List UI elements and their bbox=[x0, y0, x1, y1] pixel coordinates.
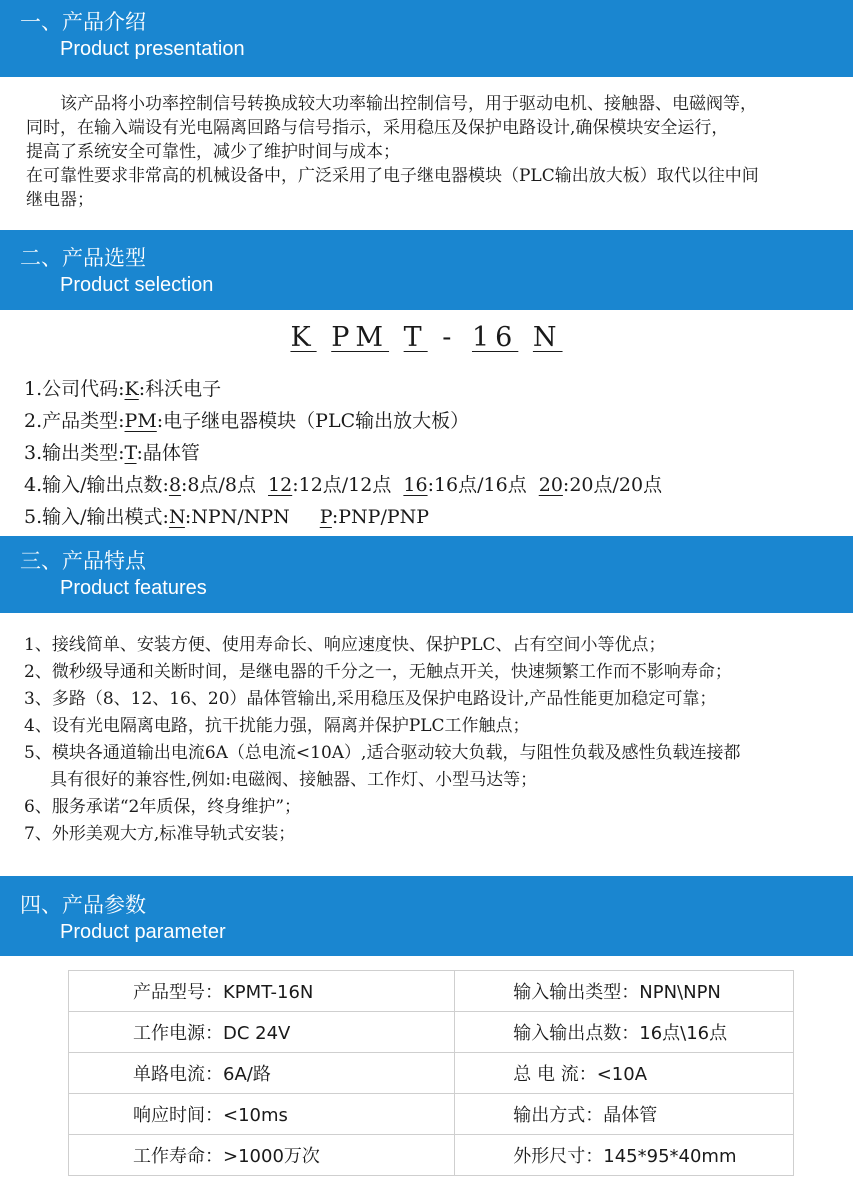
table-row bbox=[69, 1012, 794, 1053]
feature-item: 7、外形美观大方,标准导轨式安装； bbox=[24, 824, 296, 844]
feature-item: 3、多路（8、12、16、20）晶体管输出,采用稳压及保护电路设计,产品性能更加稳定可靠； bbox=[24, 689, 717, 709]
selection-code: 12 bbox=[268, 474, 293, 496]
selection-text: :16点/16点 bbox=[427, 474, 527, 496]
param-cell: 产品型号：KPMT-16N bbox=[69, 971, 455, 1012]
intro-line: 同时，在输入端设有光电隔离回路与信号指示，采用稳压及保护电路设计,确保模块安全运行， bbox=[26, 118, 729, 138]
selection-text: :电子继电器模块（PLC输出放大板） bbox=[156, 410, 470, 432]
section-title-cn: 三、产品特点 bbox=[20, 549, 146, 573]
selection-code: P bbox=[319, 506, 332, 528]
selection-text: :8点/8点 bbox=[181, 474, 257, 496]
param-cell: 单路电流：6A/路 bbox=[69, 1053, 455, 1094]
model-code bbox=[0, 322, 853, 353]
feature-item: 1、接线简单、安装方便、使用寿命长、响应速度快、保护PLC、占有空间小等优点； bbox=[24, 635, 666, 655]
selection-code: 8 bbox=[168, 474, 182, 496]
table-row bbox=[69, 1053, 794, 1094]
model-code-number: 16 bbox=[471, 322, 519, 353]
selection-item bbox=[24, 373, 662, 405]
model-code-separator: - bbox=[442, 322, 458, 353]
table-row bbox=[69, 1135, 794, 1176]
feature-item: 4、设有光电隔离电路，抗干扰能力强，隔离并保护PLC工作触点； bbox=[24, 716, 530, 736]
param-cell: 输入输出点数：16点\16点 bbox=[455, 1012, 794, 1053]
section-title-en: Product parameter bbox=[60, 921, 226, 943]
selection-text: :NPN/NPN bbox=[184, 506, 290, 528]
param-cell: 外形尺寸：145*95*40mm bbox=[455, 1135, 794, 1176]
param-cell: 输入输出类型：NPN\NPN bbox=[455, 971, 794, 1012]
selection-code: 20 bbox=[538, 474, 563, 496]
selection-text: :12点/12点 bbox=[292, 474, 392, 496]
selection-code: K bbox=[124, 378, 139, 400]
intro-line: 继电器； bbox=[26, 190, 94, 210]
parameter-table bbox=[68, 970, 794, 1176]
selection-code: 16 bbox=[403, 474, 428, 496]
selection-item bbox=[24, 501, 662, 533]
section-title-en: Product features bbox=[60, 577, 207, 599]
section-title-cn: 四、产品参数 bbox=[20, 893, 146, 917]
selection-item bbox=[24, 405, 662, 437]
param-cell: 工作电源：DC 24V bbox=[69, 1012, 455, 1053]
intro-line: 在可靠性要求非常高的机械设备中，广泛采用了电子继电器模块（PLC输出放大板）取代以往中间 bbox=[26, 166, 759, 186]
selection-text: :20点/20点 bbox=[562, 474, 663, 496]
table-row bbox=[69, 971, 794, 1012]
selection-item bbox=[24, 437, 662, 469]
selection-code: N bbox=[168, 506, 185, 528]
section-header-intro bbox=[0, 0, 853, 77]
intro-line: 该产品将小功率控制信号转换成较大功率输出控制信号，用于驱动电机、接触器、电磁阀等， bbox=[60, 94, 757, 114]
selection-prefix: 2.产品类型: bbox=[24, 410, 125, 432]
param-cell: 总 电 流：<10A bbox=[455, 1053, 794, 1094]
selection-item bbox=[24, 469, 662, 501]
model-code-n: N bbox=[532, 322, 563, 353]
param-cell: 工作寿命：>1000万次 bbox=[69, 1135, 455, 1176]
selection-text: :PNP/PNP bbox=[331, 506, 430, 528]
selection-text: :科沃电子 bbox=[138, 378, 222, 400]
features-list bbox=[24, 632, 740, 848]
feature-item-continued: 具有很好的兼容性,例如:电磁阀、接触器、工作灯、小型马达等； bbox=[50, 770, 538, 790]
feature-item: 2、微秒级导通和关断时间，是继电器的千分之一，无触点开关，快速频繁工作而不影响寿命； bbox=[24, 662, 732, 682]
selection-prefix: 1.公司代码: bbox=[24, 378, 125, 400]
section-title-en: Product selection bbox=[60, 274, 214, 296]
model-code-t: T bbox=[403, 322, 428, 353]
model-code-k: K bbox=[290, 322, 317, 353]
intro-paragraph bbox=[26, 92, 841, 212]
param-cell: 输出方式：晶体管 bbox=[455, 1094, 794, 1135]
selection-text: :晶体管 bbox=[136, 442, 200, 464]
section-title-cn: 二、产品选型 bbox=[20, 246, 146, 270]
model-code-pm: PM bbox=[331, 322, 390, 353]
section-header-features bbox=[0, 536, 853, 613]
selection-prefix: 3.输出类型: bbox=[24, 442, 125, 464]
section-header-selection bbox=[0, 230, 853, 310]
intro-line: 提高了系统安全可靠性，减少了维护时间与成本； bbox=[26, 142, 400, 162]
section-title-cn: 一、产品介绍 bbox=[20, 10, 146, 34]
param-cell: 响应时间：<10ms bbox=[69, 1094, 455, 1135]
selection-code: PM bbox=[124, 410, 157, 432]
selection-list bbox=[24, 373, 662, 533]
section-header-parameter bbox=[0, 876, 853, 956]
feature-item: 5、模块各通道输出电流6A（总电流<10A）,适合驱动较大负载，与阻性负载及感性负载连接都 bbox=[24, 743, 741, 763]
section-title-en: Product presentation bbox=[60, 38, 245, 60]
selection-prefix: 4.输入/输出点数: bbox=[24, 474, 169, 496]
feature-item: 6、服务承诺“2年质保，终身维护”； bbox=[24, 797, 302, 817]
selection-prefix: 5.输入/输出模式: bbox=[24, 506, 169, 528]
selection-code: T bbox=[124, 442, 137, 464]
table-row bbox=[69, 1094, 794, 1135]
